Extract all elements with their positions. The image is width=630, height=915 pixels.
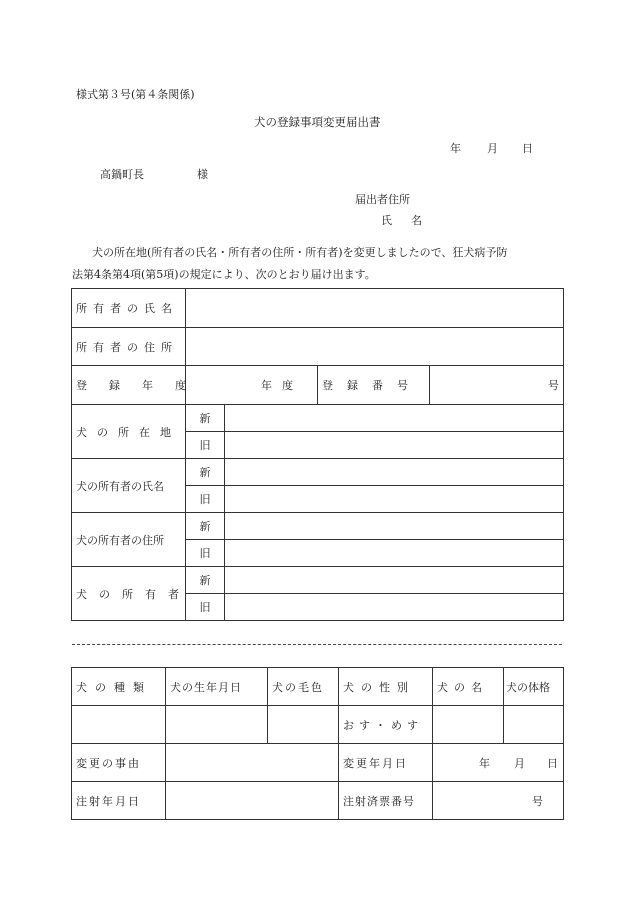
change-row [72,744,564,782]
header-dog-name: 犬の名 [433,668,504,706]
dog-owner-address-label: 犬の所有者の住所 [72,513,186,567]
dog-color-field[interactable] [268,706,339,744]
change-reason-field[interactable] [166,744,339,782]
owner-new-row [72,567,564,594]
change-date-label: 変更年月日 [339,744,433,782]
dog-details-header-row [72,668,564,706]
dog-birthdate-field[interactable] [166,706,268,744]
registration-row [72,366,564,405]
header-dog-breed: 犬の種類 [72,668,166,706]
owner-address-field[interactable] [186,328,564,366]
dog-owner-name-new-mark: 新 [186,459,225,486]
date-year-label: 年 [450,142,461,155]
change-date-field[interactable] [433,744,564,782]
dog-owner-old-mark: 旧 [186,594,225,621]
dog-owner-old-field[interactable] [225,594,564,621]
owner-address-row [72,328,564,366]
dog-location-old-field[interactable] [225,432,564,459]
injection-number-label: 注射済票番号 [339,782,433,820]
dog-owner-new-field[interactable] [225,567,564,594]
change-date-day: 日 [547,756,558,770]
applicant-address-label: 届出者住所 [355,193,410,206]
owner-name-field[interactable] [186,289,564,328]
addressee-suffix: 様 [197,168,208,181]
dog-size-field[interactable] [504,706,564,744]
header-dog-size: 犬の体格 [504,668,564,706]
dog-name-field[interactable] [433,706,504,744]
dog-location-old-mark: 旧 [186,432,225,459]
form-number: 様式第３号(第４条関係) [76,88,195,101]
dog-sex-field[interactable]: おす・めす [339,706,433,744]
dog-owner-name-label: 犬の所有者の氏名 [72,459,186,513]
dog-owner-label: 犬の所有者 [72,567,186,621]
change-reason-label: 変更の事由 [72,744,166,782]
intro-paragraph [72,242,564,286]
header-dog-sex: 犬の性別 [339,668,433,706]
dog-location-new-mark: 新 [186,405,225,432]
dog-owner-name-new-field[interactable] [225,459,564,486]
owner-name-label: 所有者の氏名 [72,289,186,328]
intro-line-2: 法第4条第4項(第5項)の規定により、次のとおり届け出ます。 [72,268,376,281]
document-title: 犬の登録事項変更届出書 [254,115,381,129]
dog-details-table [71,667,564,820]
location-new-row [72,405,564,432]
header-dog-color: 犬の毛色 [268,668,339,706]
addressee: 高鍋町長 [100,168,144,181]
injection-row [72,782,564,820]
registration-number-field[interactable]: 号 [430,366,564,405]
dog-owner-new-mark: 新 [186,567,225,594]
change-date-year: 年 [479,756,490,770]
dog-breed-field[interactable] [72,706,166,744]
dog-owner-address-old-mark: 旧 [186,540,225,567]
registration-number-label: 登録番号 [318,366,430,405]
intro-line-1: 犬の所在地(所有者の氏名・所有者の住所・所有者)を変更しましたので、狂犬病予防 [92,246,508,259]
dog-location-new-field[interactable] [225,405,564,432]
owner-name-row [72,289,564,328]
dog-owner-address-old-field[interactable] [225,540,564,567]
date-month-label: 月 [487,142,498,155]
change-date-month: 月 [514,756,525,770]
owner-address-new-row [72,513,564,540]
injection-date-label: 注射年月日 [72,782,166,820]
injection-date-field[interactable] [166,782,339,820]
dog-owner-name-old-mark: 旧 [186,486,225,513]
applicant-name-label: 氏 名 [381,214,426,227]
dog-details-value-row [72,706,564,744]
date-day-label: 日 [522,142,533,155]
injection-number-field[interactable]: 号 [433,782,564,820]
dog-owner-address-new-field[interactable] [225,513,564,540]
dog-owner-address-new-mark: 新 [186,513,225,540]
header-dog-birthdate: 犬の生年月日 [166,668,268,706]
owner-address-label: 所有者の住所 [72,328,186,366]
registration-year-field[interactable]: 年度 [186,366,318,405]
dog-location-label: 犬の所在地 [72,405,186,459]
cut-line [72,644,562,645]
owner-name-new-row [72,459,564,486]
registration-year-label: 登録年度 [72,366,186,405]
registration-change-table [71,288,564,621]
dog-owner-name-old-field[interactable] [225,486,564,513]
